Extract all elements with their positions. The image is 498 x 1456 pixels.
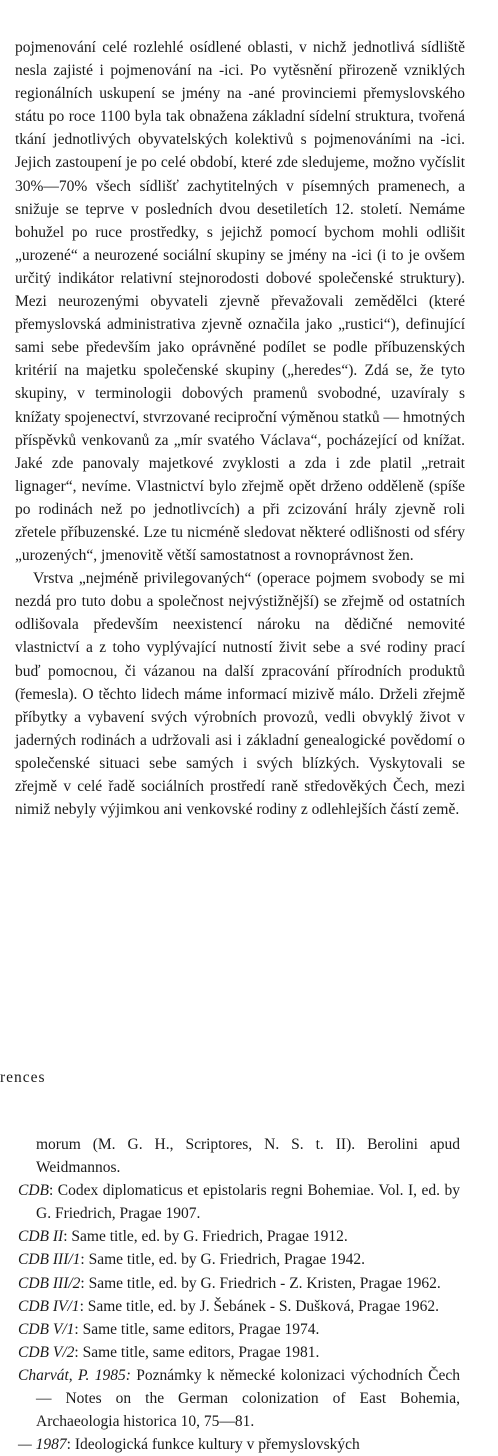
reference-entry	[18, 1433, 460, 1456]
reference-text: morum (M. G. H., Scriptores, N. S. t. II). Berolini apud Weidmannos.	[36, 1136, 460, 1177]
reference-key: Charvát, P. 1985:	[18, 1366, 131, 1384]
reference-key: CDB V/1	[18, 1320, 75, 1338]
reference-entry	[18, 1341, 460, 1364]
reference-text: : Same title, same editors, Pragae 1981.	[74, 1343, 320, 1361]
paragraph: pojmenování celé rozlehlé osídlené oblasti, v nichž jednotlivá sídliště nesla zajisté i pojmenování na -ici. Po vytěsnění přirozeně vzniklých regionálních uskupení se jmény na -ané provinciemi přemyslovského státu po roce 1100 byla tak obnažena základní sídelní struktura, tvořená tkání jednotlivých obyvatelských kolektivů s pojmenováními na -ici. Jejich zastoupení je po celé období, které zde sledujeme, možno vyčíslit 30%—70% všech sídlišť zachytitelných v písemných pramenech, a snižuje se teprve v posledních dvou desetiletích 12. století. Nemáme bohužel po ruce prostředky, s jejichž pomocí bychom mohli odlišit „urozené“ a neurozené sociální skupiny se jmény na -ici (i to je ovšem určitý indikátor relativní stejnorodosti dobové společenské struktury). Mezi neurozenými obyvateli zjevně převažovali zemědělci (které přemyslovská administrativa zjevně označila jako „rustici“), definující sami sebe především jako oprávněné podílet se podle příbuzenských kritérií na majetku společenské skupiny („heredes“). Zdá se, že tyto skupiny, v terminologii dobových pramenů svobodné, uzavíraly s knížaty spojenectví, stvrzované reciproční výměnou statků — hmotných příspěvků venkovanů za „mír svatého Václava“, pocházející od knížat. Jaké zde panovaly majetkové zvyklosti a zda i zde platil „retrait lignager“, nevíme. Vlastnictví bylo zřejmě opět drženo odděleně (spíše po rodinách než po jednotlivcích) a při zcizování hrály zjevně roli zřetele příbuzenské. Lze tu nicméně sledovat některé odlišnosti od sféry „urozených“, jmenovitě větší samostatnost a rovnoprávnost žen.	[15, 39, 465, 565]
paragraph: Vrstva „nejméně privilegovaných“ (operace pojmem svobody se mi nezdá pro tuto dobu a společnost nejvýstižnější) se zřejmě od ostatních odlišovala především neexistencí nároku na dědičné nemovité vlastnictví a z toho vyplývající nutností živit sebe a své rodiny prací buď pomocnou, či vázanou na další zpracování přírodních produktů (řemesla). O těchto lidech máme informací mizivě málo. Drželi zřejmě příbytky a vybavení svých výrobních provozů, vedli obvyklý život v jaderných rodinách a udržovali asi i základní genealogické povědomí o společenské situaci sebe samých i svých blízkých. Vyskytovali se zřejmě v celé řadě sociálních prostředí raně středověkých Čech, mezi nimiž nebyly výjimkou ani venkovské rodiny z odlehlejších částí země.	[15, 570, 465, 819]
reference-key: — 1987	[18, 1436, 67, 1454]
reference-key: CDB III/2	[18, 1274, 81, 1292]
reference-list	[18, 1133, 460, 1456]
reference-text: : Same title, ed. by J. Šebánek - S. Dušková, Pragae 1962.	[79, 1297, 440, 1315]
reference-key: CDB IV/1	[18, 1297, 80, 1315]
reference-key: CDB V/2	[18, 1343, 75, 1361]
reference-text: : Same title, ed. by G. Friedrich - Z. Kristen, Pragae 1962.	[80, 1274, 441, 1292]
reference-entry	[18, 1272, 460, 1295]
reference-text: : Same title, ed. by G. Friedrich, Pragae 1942.	[80, 1251, 365, 1269]
reference-text: Poznámky k německé kolonizaci východních Čech — Notes on the German colonization of East Bohemia, Archaeologia historica 10, 75—81.	[36, 1366, 460, 1431]
main-text	[15, 36, 465, 821]
section-heading: rences	[0, 1069, 46, 1086]
reference-entry	[18, 1133, 460, 1179]
reference-entry	[18, 1318, 460, 1341]
reference-key: CDB III/1	[18, 1251, 81, 1269]
reference-entry	[18, 1295, 460, 1318]
reference-entry	[18, 1225, 460, 1248]
reference-entry	[18, 1248, 460, 1271]
reference-text: : Codex diplomaticus et epistolaris regni Bohemiae. Vol. I, ed. by G. Friedrich, Pragae 1907.	[36, 1182, 460, 1223]
reference-key: CDB II	[18, 1228, 64, 1246]
reference-text: : Same title, same editors, Pragae 1974.	[74, 1320, 320, 1338]
reference-text: : Same title, ed. by G. Friedrich, Pragae 1912.	[63, 1228, 348, 1246]
reference-key: CDB	[18, 1182, 49, 1200]
reference-text: : Ideologická funkce kultury v přemyslovských	[66, 1436, 360, 1454]
reference-entry	[18, 1179, 460, 1225]
